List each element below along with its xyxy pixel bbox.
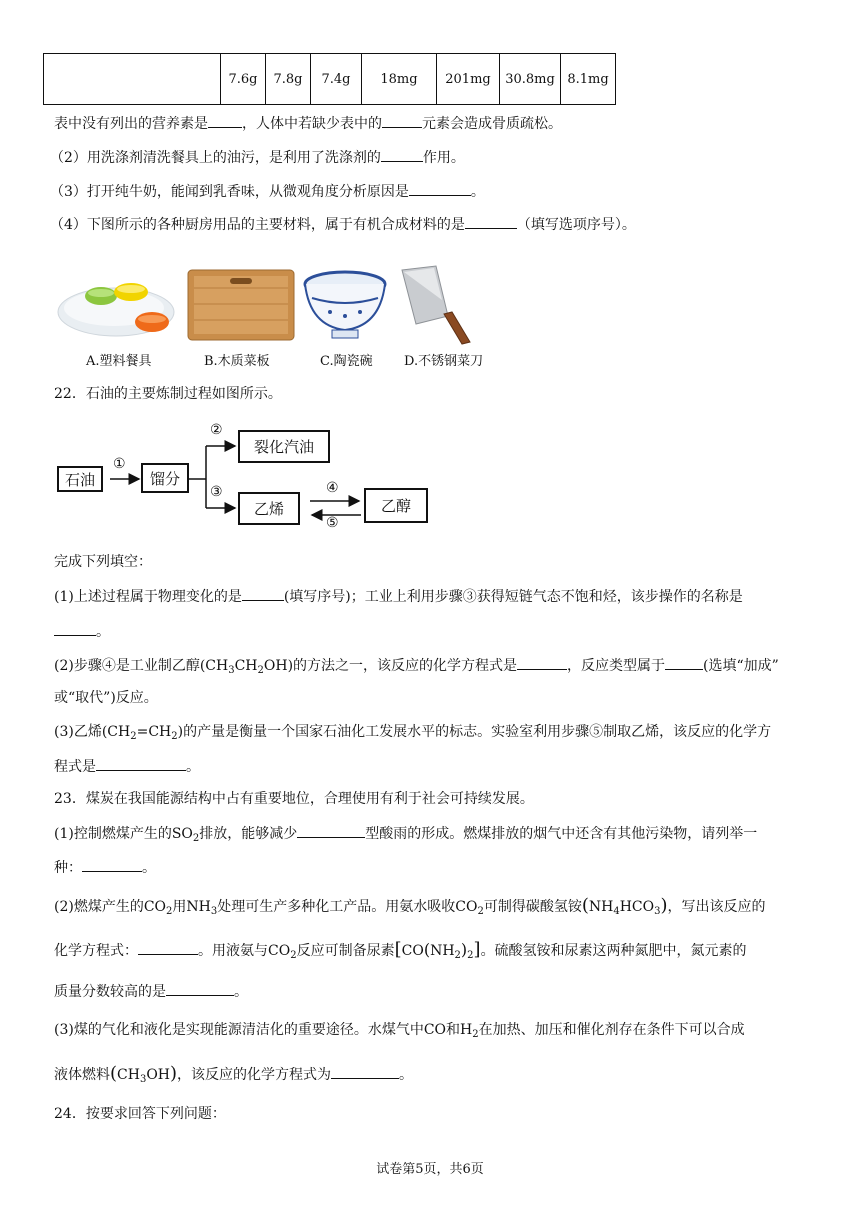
step-4-label: ④: [326, 480, 339, 496]
subscript: 2: [454, 950, 461, 961]
text: (2)步骤④是工业制乙醇(CH: [54, 658, 229, 674]
q23-part-3: [54, 1020, 745, 1040]
paren: ): [460, 940, 468, 959]
answer-blank[interactable]: [297, 823, 365, 838]
text: 。: [234, 984, 248, 1000]
nutrition-table: [43, 53, 616, 105]
box-oil: 石油: [57, 466, 103, 492]
caption-d: D.不锈钢菜刀: [404, 354, 484, 369]
q22-intro: 完成下列填空：: [54, 554, 152, 570]
q22-part-1-cont: [54, 621, 110, 642]
table-row: [44, 54, 616, 105]
step-1-label: ①: [113, 456, 126, 472]
table-cell: 7.6g: [221, 54, 266, 105]
box-cracked-gasoline: 裂化汽油: [238, 430, 330, 463]
text: CH: [234, 658, 258, 674]
text: (2)燃煤产生的CO: [54, 899, 167, 915]
text: （2）用洗涤剂清洗餐具上的油污，是利用了洗涤剂的: [50, 150, 381, 166]
table-cell: 30.8mg: [500, 54, 561, 105]
text: ，该反应的化学方程式为: [177, 1067, 332, 1083]
step-5-label: ⑤: [326, 515, 339, 531]
subscript: 4: [613, 906, 620, 917]
bracket: ]: [473, 939, 481, 960]
answer-blank[interactable]: [517, 655, 567, 670]
box-fraction: 馏分: [141, 463, 189, 493]
text: HCO: [619, 899, 655, 915]
text: （3）打开纯牛奶，能闻到乳香味，从微观角度分析原因是: [50, 184, 409, 200]
text: 。: [142, 860, 156, 876]
text: 种：: [54, 860, 82, 876]
text: (填写序号)；工业上利用步骤③获得短链气态不饱和烃，该步操作的名称是: [283, 589, 743, 605]
text: =CH: [136, 724, 172, 740]
text: 。硫酸氢铵和尿素这两种氮肥中，氮元素的: [480, 943, 747, 959]
subscript: 3: [228, 665, 235, 676]
text: 。: [399, 1067, 414, 1083]
q22-part-3: [54, 722, 771, 742]
text: CO: [401, 943, 424, 959]
answer-blank[interactable]: [242, 586, 284, 601]
page-footer: 试卷第5页，共6页: [376, 1162, 484, 1177]
q23-part-2-cont: [54, 940, 747, 961]
answer-blank[interactable]: [138, 940, 198, 955]
q23-part-2: [54, 896, 766, 917]
q23-title: 23．煤炭在我国能源结构中占有重要地位，合理使用有利于社会可持续发展。: [54, 791, 534, 807]
subscript: 3: [654, 906, 661, 917]
text: 用NH: [172, 899, 211, 915]
text: (3)乙烯(CH: [54, 724, 131, 740]
q23-part-2-cont2: [54, 981, 248, 1002]
subscript: 2: [477, 906, 484, 917]
caption-a: A.塑料餐具: [86, 354, 152, 369]
ceramic-bowl-image: [302, 264, 388, 346]
caption-c: C.陶瓷碗: [320, 354, 373, 369]
answer-blank[interactable]: [96, 756, 186, 771]
subscript: 2: [192, 833, 200, 844]
paren: ): [170, 1063, 178, 1084]
text: (选填“加成”: [703, 658, 779, 674]
text: ，写出该反应的: [667, 899, 766, 915]
text: ，反应类型属于: [567, 658, 666, 674]
plastic-tableware-image: [56, 264, 178, 346]
subscript: 2: [290, 950, 297, 961]
answer-blank[interactable]: [54, 621, 96, 636]
q22-part-3-cont: [54, 756, 200, 777]
answer-blank[interactable]: [331, 1064, 399, 1079]
text: NH: [430, 943, 455, 959]
text: 。: [96, 624, 110, 640]
text: 型酸雨的形成。燃煤排放的烟气中还含有其他污染物，请列举一: [365, 826, 758, 842]
text: 。: [470, 184, 485, 200]
wooden-cutting-board-image: [184, 264, 298, 346]
paren: (: [581, 895, 589, 916]
paren: (: [110, 1063, 118, 1084]
q21-line-1: [54, 113, 562, 134]
table-cell: 7.4g: [311, 54, 362, 105]
subscript: 2: [171, 731, 178, 742]
text: 排放，能够减少: [199, 826, 298, 842]
text: 可制得碳酸氢铵: [483, 899, 582, 915]
text: 在加热、加压和催化剂存在条件下可以合成: [478, 1022, 745, 1038]
q21-part-3: [50, 181, 485, 202]
answer-blank[interactable]: [665, 655, 703, 670]
answer-blank[interactable]: [166, 981, 234, 996]
subscript: 2: [166, 906, 173, 917]
q23-part-1: [54, 823, 757, 844]
q22-part-2: [54, 655, 779, 676]
text: (1)上述过程属于物理变化的是: [54, 589, 242, 605]
table-cell: 201mg: [437, 54, 500, 105]
q23-part-3-cont: [54, 1064, 413, 1085]
text: 化学方程式：: [54, 943, 138, 959]
step-3-label: ③: [210, 484, 223, 500]
text: （填写选项序号）。: [516, 217, 636, 233]
subscript: 2: [130, 731, 137, 742]
table-cell: 8.1mg: [561, 54, 616, 105]
answer-blank[interactable]: [382, 113, 422, 128]
bracket: [: [394, 939, 402, 960]
paren: (: [423, 940, 431, 959]
answer-blank[interactable]: [82, 857, 142, 872]
subscript: 2: [467, 950, 474, 961]
text: 作用。: [422, 150, 465, 166]
q22-part-1: [54, 586, 743, 607]
subscript: 2: [472, 1029, 479, 1040]
text: (3)煤的气化和液化是实现能源清洁化的重要途径。水煤气中CO和H: [54, 1022, 473, 1038]
subscript: 2: [257, 665, 264, 676]
paren: ): [660, 895, 668, 916]
q22-title: 22．石油的主要炼制过程如图所示。: [54, 386, 282, 402]
text: CH: [117, 1067, 140, 1083]
text: OH)的方法之一，该反应的化学方程式是: [263, 658, 518, 674]
text: 元素会造成骨质疏松。: [422, 116, 562, 132]
text: 。: [186, 759, 200, 775]
text: 反应可制备尿素: [296, 943, 395, 959]
answer-blank[interactable]: [409, 181, 471, 196]
table-cell: [44, 54, 221, 105]
subscript: 3: [139, 1074, 147, 1085]
q23-part-1-cont: [54, 857, 156, 878]
text: OH: [146, 1067, 171, 1083]
text: 程式是: [54, 759, 96, 775]
caption-b: B.木质菜板: [204, 354, 270, 369]
text: 液体燃料: [54, 1067, 110, 1083]
text: 处理可生产多种化工产品。用氨水吸收CO: [217, 899, 478, 915]
answer-blank[interactable]: [465, 214, 517, 229]
text: 。用液氨与CO: [198, 943, 291, 959]
table-cell: 18mg: [362, 54, 437, 105]
answer-blank[interactable]: [381, 147, 423, 162]
text: 表中没有列出的营养素是: [54, 116, 208, 132]
text: 质量分数较高的是: [54, 984, 166, 1000]
q21-part-4: [50, 214, 636, 235]
box-ethylene: 乙烯: [238, 492, 300, 525]
text: NH: [588, 899, 614, 915]
text: (1)控制燃煤产生的SO: [54, 826, 193, 842]
q24-title: 24．按要求回答下列问题：: [54, 1106, 226, 1122]
q22-part-2-cont: 或“取代”)反应。: [54, 690, 158, 706]
text: ，人体中若缺少表中的: [242, 116, 382, 132]
q21-part-2: [50, 147, 465, 168]
table-cell: 7.8g: [266, 54, 311, 105]
subscript: 3: [210, 906, 218, 917]
box-ethanol: 乙醇: [364, 488, 428, 523]
answer-blank[interactable]: [208, 113, 242, 128]
text: )的产量是衡量一个国家石油化工发展水平的标志。实验室利用步骤⑤制取乙烯，该反应的化学方: [177, 724, 772, 740]
step-2-label: ②: [210, 422, 223, 438]
text: （4）下图所示的各种厨房用品的主要材料，属于有机合成材料的是: [50, 217, 465, 233]
stainless-knife-image: [396, 264, 476, 346]
